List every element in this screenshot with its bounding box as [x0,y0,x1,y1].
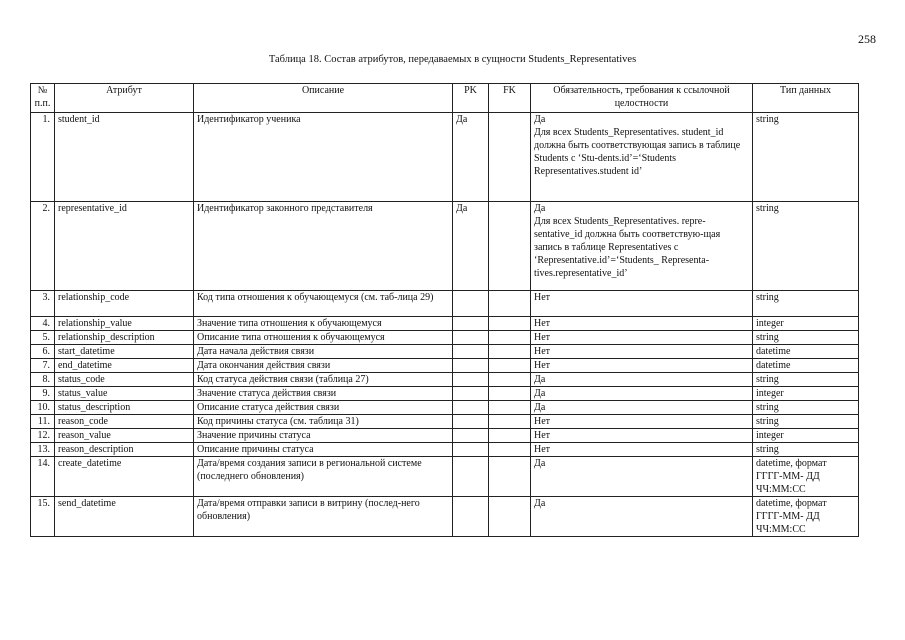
fk-flag-cell [489,373,531,387]
attribute-name-cell: reason_code [55,415,194,429]
pk-flag-cell [453,291,489,317]
requirements-cell: Да [531,373,753,387]
table-row [31,443,859,457]
table-row [31,401,859,415]
pk-flag-cell [453,345,489,359]
requirements-cell: Нет [531,415,753,429]
attribute-description-cell: Значение типа отношения к обучающемуся [194,317,453,331]
row-number-cell: 10. [31,401,55,415]
data-type-cell: string [753,113,859,202]
pk-flag-cell [453,331,489,345]
pk-flag-cell [453,317,489,331]
fk-flag-cell [489,415,531,429]
pk-flag-cell [453,373,489,387]
row-number-cell: 2. [31,202,55,291]
header-description: Описание [194,84,453,113]
header-number: № п.п. [31,84,55,113]
pk-flag-cell [453,359,489,373]
header-pk: PK [453,84,489,113]
data-type-cell: integer [753,387,859,401]
attribute-description-cell: Идентификатор законного представителя [194,202,453,291]
data-type-cell: string [753,291,859,317]
header-data-type: Тип данных [753,84,859,113]
attribute-name-cell: relationship_code [55,291,194,317]
table-caption: Таблица 18. Состав атрибутов, передаваемых в сущности Students_Representatives [268,54,637,65]
attribute-description-cell: Дата начала действия связи [194,345,453,359]
table-row [31,415,859,429]
header-fk: FK [489,84,531,113]
attribute-name-cell: status_code [55,373,194,387]
row-number-cell: 5. [31,331,55,345]
fk-flag-cell [489,317,531,331]
attribute-description-cell: Описание статуса действия связи [194,401,453,415]
row-number-cell: 6. [31,345,55,359]
pk-flag-cell [453,387,489,401]
page-number: 258 [858,32,876,46]
fk-flag-cell [489,291,531,317]
requirements-cell: Да [531,401,753,415]
data-type-cell: string [753,373,859,387]
requirements-cell: Нет [531,291,753,317]
attribute-name-cell: status_value [55,387,194,401]
row-number-cell: 12. [31,429,55,443]
requirements-cell: Нет [531,345,753,359]
attribute-description-cell: Значение статуса действия связи [194,387,453,401]
row-number-cell: 7. [31,359,55,373]
pk-flag-cell: Да [453,113,489,202]
table-row [31,317,859,331]
table-row [31,345,859,359]
attribute-description-cell: Идентификатор ученика [194,113,453,202]
row-number-cell: 4. [31,317,55,331]
fk-flag-cell [489,113,531,202]
table-row [31,291,859,317]
pk-flag-cell [453,443,489,457]
attribute-description-cell: Код причины статуса (см. таблица 31) [194,415,453,429]
fk-flag-cell [489,387,531,401]
pk-flag-cell [453,401,489,415]
table-header-row [31,84,859,113]
row-number-cell: 3. [31,291,55,317]
fk-flag-cell [489,401,531,415]
table-row [31,457,859,497]
row-number-cell: 1. [31,113,55,202]
header-requirements: Обязательность, требования к ссылочной целостности [531,84,753,113]
attribute-name-cell: reason_value [55,429,194,443]
attribute-description-cell: Дата окончания действия связи [194,359,453,373]
fk-flag-cell [489,457,531,497]
attribute-name-cell: status_description [55,401,194,415]
attribute-name-cell: relationship_description [55,331,194,345]
attribute-name-cell: student_id [55,113,194,202]
pk-flag-cell [453,415,489,429]
requirements-cell: Да [531,387,753,401]
attribute-name-cell: start_datetime [55,345,194,359]
row-number-cell: 13. [31,443,55,457]
pk-flag-cell [453,429,489,443]
attributes-table [30,83,859,537]
table-row [31,373,859,387]
data-type-cell: datetime [753,345,859,359]
table-row [31,387,859,401]
attribute-description-cell: Код типа отношения к обучающемуся (см. таб-лица 29) [194,291,453,317]
attribute-name-cell: send_datetime [55,497,194,537]
requirements-cell: Да Для всех Students_Representatives. student_id должна быть соответствующая запись в таблице Students с ‘Stu-dents.id’=‘Students Representatives.student id’ [531,113,753,202]
fk-flag-cell [489,429,531,443]
table-row [31,497,859,537]
data-type-cell: string [753,331,859,345]
fk-flag-cell [489,345,531,359]
data-type-cell: integer [753,317,859,331]
row-number-cell: 9. [31,387,55,401]
header-attribute: Атрибут [55,84,194,113]
fk-flag-cell [489,443,531,457]
fk-flag-cell [489,331,531,345]
table-row [31,113,859,202]
table-row [31,429,859,443]
attribute-description-cell: Код статуса действия связи (таблица 27) [194,373,453,387]
requirements-cell: Нет [531,359,753,373]
fk-flag-cell [489,497,531,537]
table-row [31,202,859,291]
data-type-cell: string [753,415,859,429]
data-type-cell: string [753,443,859,457]
data-type-cell: datetime, формат ГГГГ-ММ- ДД ЧЧ:ММ:СС [753,457,859,497]
attribute-name-cell: create_datetime [55,457,194,497]
pk-flag-cell: Да [453,202,489,291]
requirements-cell: Да [531,457,753,497]
data-type-cell: datetime [753,359,859,373]
pk-flag-cell [453,457,489,497]
attribute-description-cell: Описание типа отношения к обучающемуся [194,331,453,345]
pk-flag-cell [453,497,489,537]
data-type-cell: integer [753,429,859,443]
requirements-cell: Нет [531,331,753,345]
attribute-name-cell: representative_id [55,202,194,291]
data-type-cell: string [753,202,859,291]
table-row [31,359,859,373]
attribute-description-cell: Описание причины статуса [194,443,453,457]
row-number-cell: 15. [31,497,55,537]
fk-flag-cell [489,359,531,373]
row-number-cell: 11. [31,415,55,429]
attribute-name-cell: relationship_value [55,317,194,331]
data-type-cell: string [753,401,859,415]
requirements-cell: Да Для всех Students_Representatives. repre-sentative_id должна быть соответствую-щая запись в таблице Representatives с ‘Representative.id’=‘Students_ Representa-tives.representative_id’ [531,202,753,291]
fk-flag-cell [489,202,531,291]
data-type-cell: datetime, формат ГГГГ-ММ- ДД ЧЧ:ММ:СС [753,497,859,537]
attribute-name-cell: end_datetime [55,359,194,373]
attribute-description-cell: Дата/время отправки записи в витрину (послед-него обновления) [194,497,453,537]
row-number-cell: 8. [31,373,55,387]
attribute-description-cell: Дата/время создания записи в региональной системе (последнего обновления) [194,457,453,497]
requirements-cell: Нет [531,443,753,457]
requirements-cell: Нет [531,429,753,443]
table-row [31,331,859,345]
attribute-description-cell: Значение причины статуса [194,429,453,443]
row-number-cell: 14. [31,457,55,497]
attribute-name-cell: reason_description [55,443,194,457]
requirements-cell: Нет [531,317,753,331]
requirements-cell: Да [531,497,753,537]
